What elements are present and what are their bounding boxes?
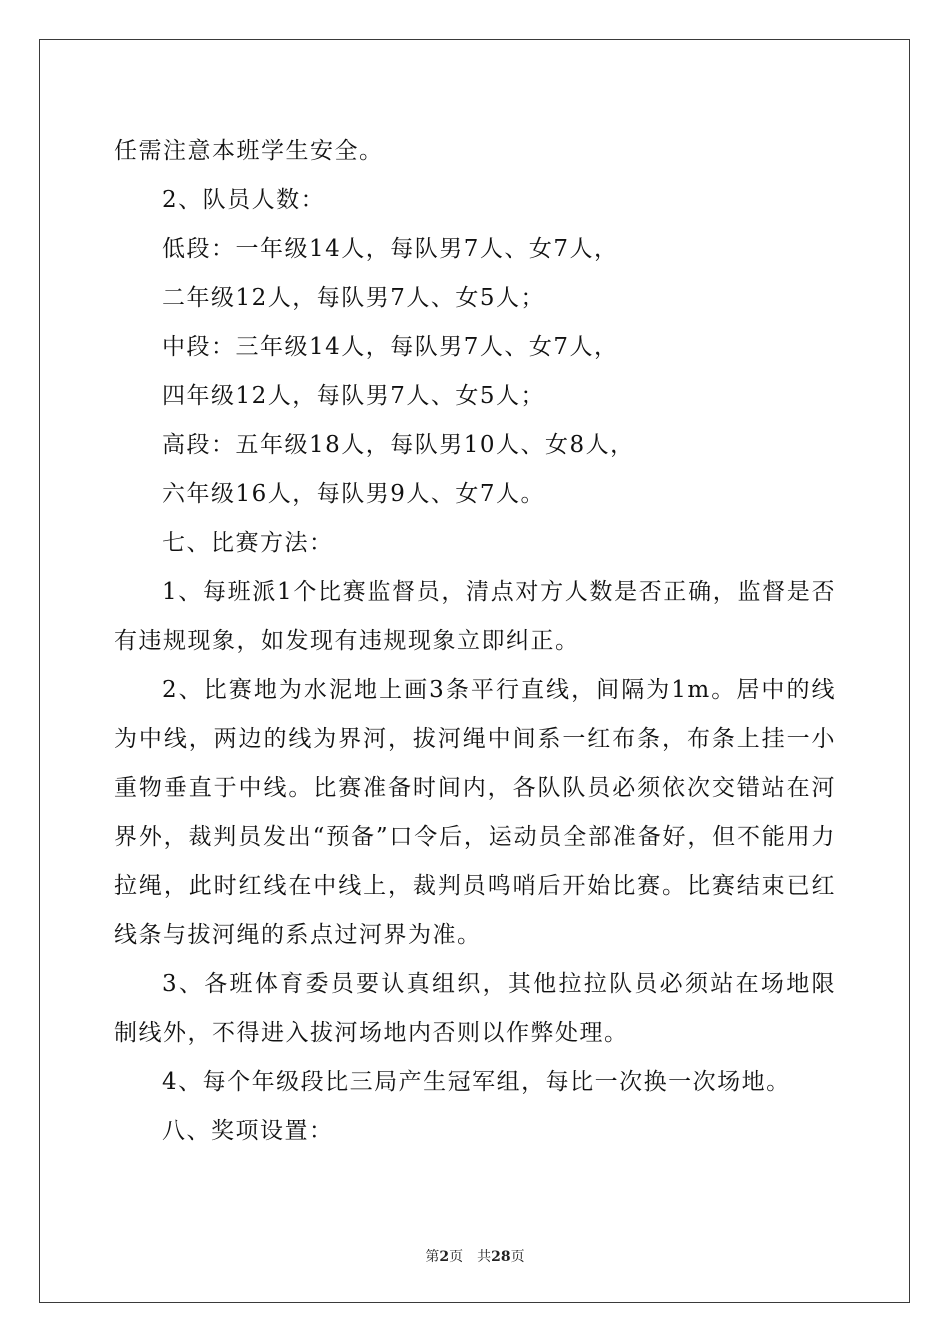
paragraph-7: 高段：五年级18人，每队男10人、女8人， <box>162 432 635 458</box>
document-body <box>114 127 836 1156</box>
paragraph-1: 任需注意本班学生安全。 <box>114 138 384 164</box>
paragraph-6: 四年级12人，每队男7人、女5人； <box>162 383 546 409</box>
section-heading-7: 七、比赛方法： <box>162 530 334 556</box>
page-footer <box>0 1247 950 1267</box>
paragraph-3: 低段：一年级14人，每队男7人、女7人， <box>162 236 619 262</box>
total-pages: 28 <box>491 1249 511 1265</box>
paragraph-8: 六年级16人，每队男9人、女7人。 <box>162 481 546 507</box>
page-prefix: 第 <box>425 1249 440 1265</box>
page-number: 2 <box>439 1249 450 1265</box>
paragraph-13: 4、每个年级段比三局产生冠军组，每比一次换一次场地。 <box>162 1069 791 1095</box>
paragraph-12: 3、各班体育委员要认真组织，其他拉拉队员必须站在场地限制线外，不得进入拔河场地内否则以作弊处理。 <box>114 971 836 1046</box>
section-heading-8: 八、奖项设置： <box>162 1118 334 1144</box>
total-prefix: 共 <box>477 1249 492 1265</box>
paragraph-2: 2、队员人数： <box>162 187 326 213</box>
paragraph-5: 中段：三年级14人，每队男7人、女7人， <box>162 334 619 360</box>
paragraph-11: 2、比赛地为水泥地上画3条平行直线，间隔为1m。居中的线为中线，两边的线为界河，拔河绳中间系一红布条，布条上挂一小重物垂直于中线。比赛准备时间内，各队队员必须依次交错站在河界外，裁判员发出“预备”口令后，运动员全部准备好，但不能用力拉绳，此时红线在中线上，裁判员鸣哨后开始比赛。比赛结束已红线条与拔河绳的系点过河界为准。 <box>114 677 836 948</box>
paragraph-10: 1、每班派1个比赛监督员，清点对方人数是否正确，监督是否有违规现象，如发现有违规现象立即纠正。 <box>114 579 836 654</box>
total-suffix: 页 <box>510 1249 525 1265</box>
page-suffix: 页 <box>449 1249 464 1265</box>
paragraph-4: 二年级12人，每队男7人、女5人； <box>162 285 546 311</box>
